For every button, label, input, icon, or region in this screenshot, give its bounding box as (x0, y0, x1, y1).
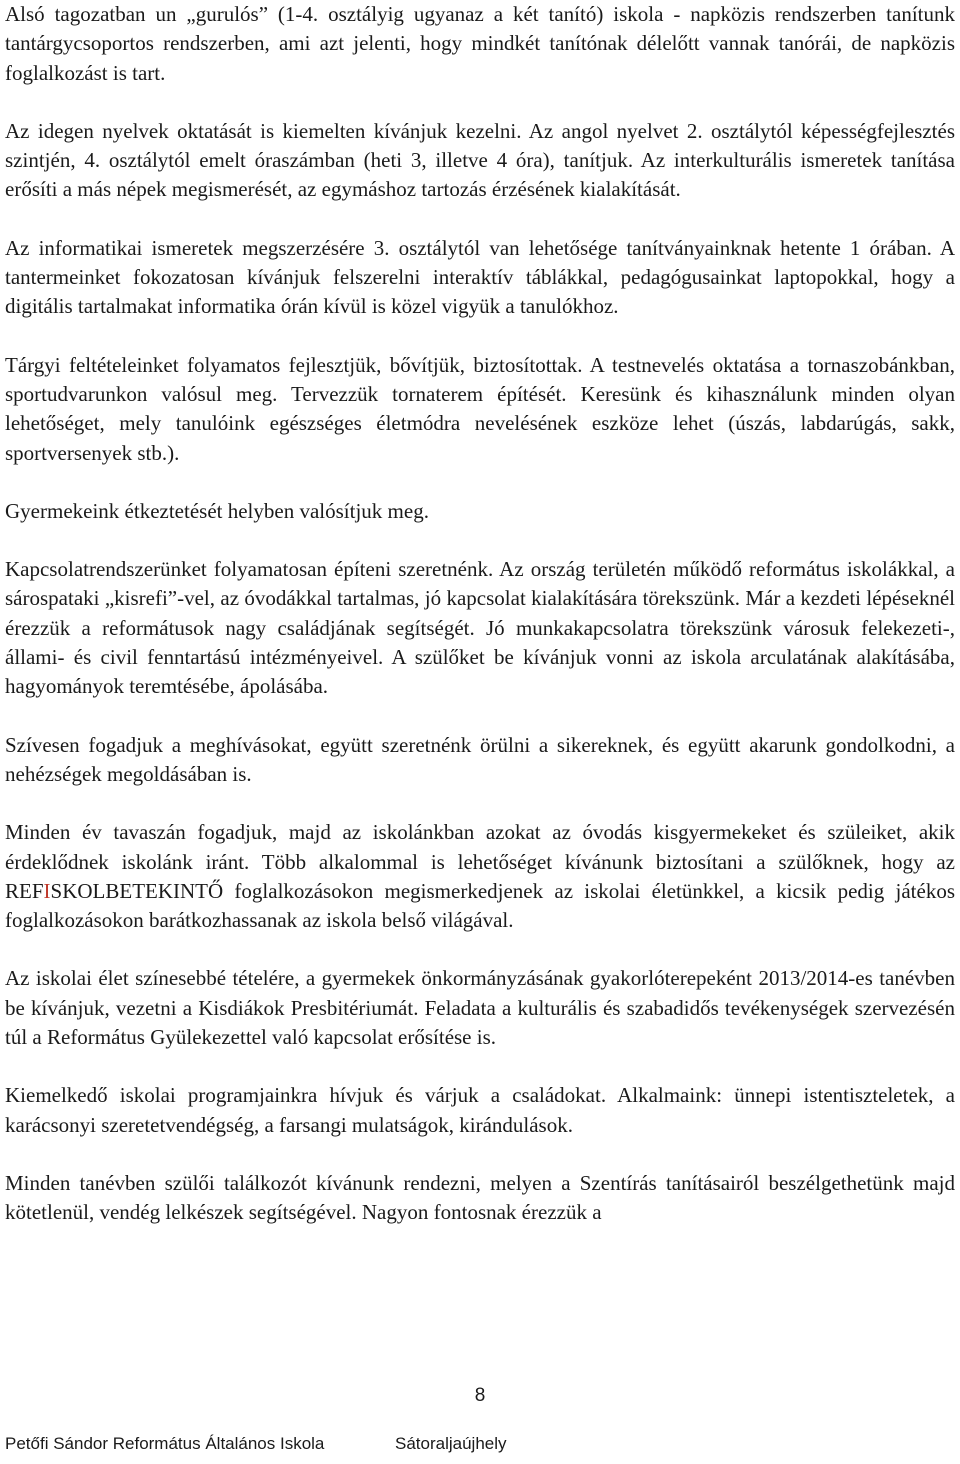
paragraph-relations: Kapcsolatrendszerünket folyamatosan építeni szeretnénk. Az ország területén működő református iskolákkal, a sárospataki „kisrefi”-vel, az óvodákkal tartalmas, jó kapcsolat kialakítására törekszünk. Már a kezdeti lépéseknél érezzük a reformátusok nagy családjának segítségét. Jó munkakapcsolatra törekszünk városuk felekezeti-, állami- és civil fenntartású intézményeivel. A szülőket be kívánjuk vonni az iskola arculatának alakításába, hagyományok teremtésébe, ápolásába. (5, 557, 955, 699)
page-number: 8 (474, 1385, 486, 1406)
paragraph-text-after: SKOLBETEKINTŐ foglalkozásokon megismerkedjenek az iskolai életünkkel, a kicsik pedig játékos foglalkozásokon barátkozhassanak az iskola belső világával. (5, 878, 955, 933)
footer-place: Sátoraljaújhely (395, 1434, 507, 1453)
paragraph-facilities: Tárgyi feltételeinket folyamatos fejlesztjük, bővítjük, biztosítottak. A testnevelés oktatása a tornaszobánkban, sportudvarunkon valósul meg. Tervezzük tornaterem építését. Keresünk és kihasználunk minden olyan lehetőséget, mely tanulóink egészséges életmódra nevelésének eszköze lehet (úszás, labdarúgás, sakk, sportversenyek stb.). (5, 352, 955, 465)
highlighted-letter: I (43, 878, 51, 903)
paragraph-text-before: Minden év tavaszán fogadjuk, majd az iskolánkban azokat az óvodás kisgyermekeket és szüleiket, akik érdeklődnek iskolánk iránt. Több alkalommal is lehetőséget kívánunk biztosítani a szülőknek, hogy az REF (5, 820, 955, 903)
page-footer (5, 1434, 507, 1454)
paragraph-kindergarten-visits (5, 818, 955, 935)
footer-school-name: Petőfi Sándor Református Általános Iskola (5, 1434, 325, 1453)
paragraph-informatics: Az informatikai ismeretek megszerzésére 3. osztálytól van lehetősége tanítványainknak hetente 1 órában. A tantermeinket fokozatosan kívánjuk felszerelni interaktív táblákkal, pedagógusainkat laptopokkal, hogy a digitális tartalmakat informatika órán kívül is közel vigyük a tanulókhoz. (5, 235, 955, 319)
paragraph-presbytery: Az iskolai élet színesebbé tételére, a gyermekek önkormányzásának gyakorlóterepeként 2013/2014-es tanévben be kívánjuk, vezetni a Kisdiákok Presbitériumát. Feladata a kulturális és szabadidős tevékenységek szervezésén túl a Református Gyülekezettel való kapcsolat erősítése is. (5, 966, 955, 1050)
paragraph-foreign-languages: Az idegen nyelvek oktatását is kiemelten kívánjuk kezelni. Az angol nyelvet 2. osztálytól képességfejlesztés szintjén, 4. osztálytól emelt óraszámban (heti 3, illetve 4 óra), tanítjuk. Az interkulturális ismeretek tanítása erősíti a más népek megismerését, az egymáshoz tartozás érzésének kialakítását. (5, 118, 955, 202)
paragraph-catering: Gyermekeink étkeztetését helyben valósítjuk meg. (5, 498, 429, 523)
paragraph-lower-grades: Alsó tagozatban un „gurulós” (1-4. osztályig ugyanaz a két tanító) iskola - napközis rendszerben tanítunk tantárgycsoportos rendszerben, ami azt jelenti, hogy mindkét tanítónak délelőtt vannak tanórái, de napközis foglalkozást is tart. (5, 2, 955, 85)
paragraph-programs: Kiemelkedő iskolai programjainkra hívjuk és várjuk a családokat. Alkalmaink: ünnepi istentiszteletek, a karácsonyi szeretetvendégség, a farsangi mulatságok, kirándulások. (5, 1083, 955, 1137)
paragraph-invitations: Szívesen fogadjuk a meghívásokat, együtt szeretnénk örülni a sikereknek, és együtt akarunk gondolkodni, a nehézségek megoldásában is. (5, 732, 955, 786)
paragraph-parent-meetings: Minden tanévben szülői találkozót kívánunk rendezni, melyen a Szentírás tanításairól beszélgethetünk majd kötetlenül, vendég lelkészek segítségével. Nagyon fontosnak érezzük a (5, 1170, 955, 1225)
document-body (5, 0, 955, 1228)
